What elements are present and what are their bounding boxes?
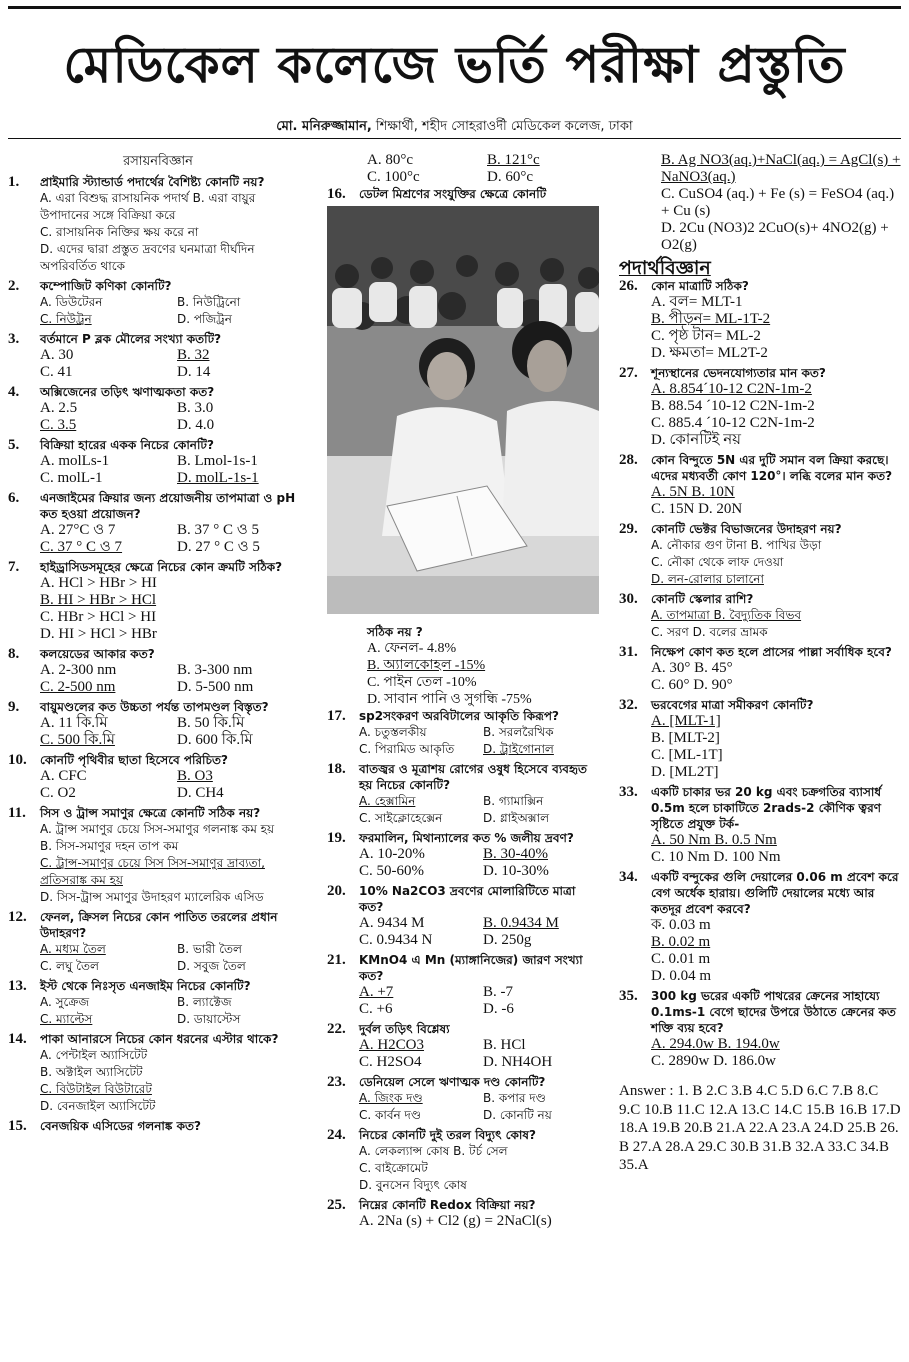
answer-text: 1. B 2.C 3.B 4.C 5.D 6.C 7.B 8.C 9.C 10.B 11.C 12.A 13.C 14.C 15.B 16.B 17.D 18.A 19.B 20.B 21.A 22.A 23.A 24.D 25.B 26. B 27.A 28.A 29.C 30.B 31.B 32.A 33.C 34.B 35.A [619, 1083, 901, 1174]
options [40, 715, 308, 749]
options [651, 660, 901, 694]
option-b: B. 50 কি.মি [177, 715, 245, 732]
options [359, 915, 601, 949]
option-a: A. হেক্সামিন [359, 794, 416, 808]
options [651, 294, 901, 362]
options [359, 1143, 601, 1194]
question-text: শূন্যস্থানের ভেদনযোগ্যতার মান কত? [651, 366, 826, 381]
option-b: B. সিস-সমাণুর দহন তাপ কম [40, 839, 179, 854]
options [40, 294, 308, 328]
question-number: 24. [327, 1127, 346, 1143]
q16-option-c: C. পাইন তেল -10% [367, 675, 477, 690]
q16-option-a: A. ফেনল- 4.8% [367, 641, 457, 656]
option-c: C. 50-60% [359, 863, 424, 879]
option-a: A. লেকল্যান্স কোষ B. টর্চ সেল [359, 1144, 508, 1158]
options [40, 662, 308, 696]
question-27 [619, 365, 901, 449]
top-rule [8, 6, 901, 9]
author-info: শিক্ষার্থী, শহীদ সোহরাওর্দী মেডিকেল কলেজ, ঢাকা [371, 119, 633, 134]
option-b: B. O3 [177, 768, 213, 785]
option-d: D. NH4OH [483, 1054, 553, 1070]
question-text: হাইড্রাসিডসমূহের ক্ষেত্রে নিচের কোন ক্রমটি সঠিক? [40, 560, 283, 575]
question-text: প্রাইমারি স্ট্যান্ডার্ড পদার্থের বৈশিষ্ট্য কোনটি নয়? [40, 175, 265, 190]
option-b: B. [MLT-2] [651, 730, 720, 747]
option-c: C. 41 [40, 364, 73, 381]
question-15 [8, 1118, 308, 1134]
option-a: A. [MLT-1] [651, 713, 721, 730]
question-number: 29. [619, 521, 638, 538]
option-a: A. নৌকার গুণ টানা B. পাখির উড়া [651, 538, 822, 553]
question-number: 8. [8, 646, 20, 663]
q16-continuation: সঠিক নয় ? [367, 625, 423, 639]
question-text: ইস্ট থেকে নিঃসৃত এনজাইম নিচের কোনটি? [40, 979, 251, 994]
answer-label: Answer : [619, 1083, 678, 1100]
option-a: A. 30 [40, 347, 74, 364]
options [40, 941, 308, 975]
question-text: sp2সংকরণ অরবিটালের আকৃতি কিরূপ? [359, 709, 559, 723]
chemistry-question-list [8, 174, 308, 1134]
question-32 [619, 697, 901, 781]
question-12 [8, 909, 308, 975]
option-c: C. HBr > HCl > HI [40, 609, 157, 626]
question-text: একটি বন্দুকের গুলি দেয়ালের 0.06 m প্রবেশ করে বেগ অর্ধেক হারায়। গুলিটি দেয়ালের মধ্যে আর কতদূর প্রবেশ করবে? [651, 870, 899, 917]
option-c: C. H2SO4 [359, 1054, 422, 1070]
option-c: C. সাইক্লোহেক্সেন [359, 811, 443, 825]
option-b: B. -7 [483, 984, 513, 1000]
question-text: কোনটি স্কেলার রাশি? [651, 592, 754, 607]
q15-option-c: C. 100°c [367, 169, 420, 185]
option-a: A. সুক্রেজ [40, 995, 90, 1010]
question-17 [327, 708, 601, 758]
question-text: একটি চাকার ভর 20 kg এবং চক্রগতির ব্যাসার্ধ 0.5m হলে চাকাটিতে 2rads-2 কৌণিক ত্বরণ সৃষ্টিতে প্রযুক্ত টর্ক- [651, 785, 882, 832]
option-b: B. 3.0 [177, 400, 214, 417]
question-31 [619, 644, 901, 694]
column-middle [327, 152, 601, 1233]
physics-heading: পদার্থবিজ্ঞান [619, 257, 711, 279]
option-a: A. HCl > HBr > HI [40, 575, 157, 592]
option-a: A. 2.5 [40, 400, 78, 417]
question-number: 11. [8, 805, 26, 822]
option-a: A. 2Na (s) + Cl2 (g) = 2NaCl(s) [359, 1213, 552, 1229]
option-a: A. +7 [359, 984, 394, 1000]
question-11 [8, 805, 308, 906]
options [359, 1090, 601, 1124]
option-d: D. 600 কি.মি [177, 732, 253, 749]
question-text: পাকা আনারসে নিচের কোন ধরনের এস্টার থাকে? [40, 1032, 279, 1047]
question-text: 10% Na2CO3 দ্রবণের মোলারিটিতে মাত্রা কত? [359, 884, 576, 914]
option-c: C. 2-500 nm [40, 679, 116, 696]
option-a: A. 27°C ও 7 [40, 522, 116, 539]
question-13 [8, 978, 308, 1028]
options [40, 768, 308, 802]
option-c: C. +6 [359, 1001, 393, 1017]
q16-options [327, 640, 601, 708]
question-text: কোনটি পৃথিবীর ছাতা হিসেবে পরিচিত? [40, 753, 228, 768]
options [40, 994, 308, 1028]
question-text: কলয়েডের আকার কত? [40, 647, 155, 662]
option-d: D. ট্রাইগোনাল [483, 742, 554, 756]
option-b: C. বাইক্রোমেট [359, 1161, 428, 1175]
question-9 [8, 699, 308, 749]
question-19 [327, 830, 601, 880]
question-6 [8, 490, 308, 556]
question-number: 9. [8, 699, 20, 716]
question-text: অক্সিজেনের তড়িৎ ঋণাত্মকতা কত? [40, 385, 215, 400]
question-24 [327, 1127, 601, 1194]
byline [0, 117, 909, 138]
question-number: 20. [327, 883, 346, 899]
q15-option-d: D. 60°c [487, 169, 533, 185]
question-7 [8, 559, 308, 643]
question-number: 10. [8, 752, 27, 769]
option-a: A. 2-300 nm [40, 662, 117, 679]
question-text: এনজাইমের ক্রিয়ার জন্য প্রয়োজনীয় তাপমাত্রা ও pH কত হওয়া প্রয়োজন? [40, 491, 296, 522]
option-c: C. নিউট্রন [40, 312, 92, 327]
option-c: D. লন-রোলার চালানো [651, 572, 764, 587]
question-1 [8, 174, 308, 275]
option-b: B. 0.9434 M [483, 915, 559, 931]
option-d: D. গ্লাইঅক্সাল [483, 811, 550, 825]
option-a: A. 9434 M [359, 915, 425, 931]
question-4 [8, 384, 308, 434]
question-22 [327, 1021, 601, 1071]
question-number: 28. [619, 452, 638, 469]
options [40, 347, 308, 381]
option-a: A. 30° B. 45° [651, 660, 733, 677]
option-c: C. 3.5 [40, 417, 77, 434]
header-rule [8, 138, 901, 139]
option-a: ক. 0.03 m [651, 917, 711, 934]
option-d: D. -6 [483, 1001, 514, 1017]
option-c: C. ট্রান্স-সমাণুর চেয়ে সিস সিস-সমাণুর দ্রাব্যতা, প্রতিসরাঙ্ক কম হয় [40, 856, 265, 888]
option-b: B. Lmol-1s-1 [177, 453, 258, 470]
option-b: B. পীড়ন= ML-1T-2 [651, 311, 771, 328]
option-d: D. 0.04 m [651, 968, 711, 985]
question-26 [619, 278, 901, 362]
option-a: A. 50 Nm B. 0.5 Nm [651, 832, 777, 849]
question-23 [327, 1074, 601, 1124]
option-d: D. কোনটি নয় [483, 1108, 552, 1122]
option-b: B. 3-300 nm [177, 662, 253, 679]
options [651, 484, 901, 518]
option-d: D. পজিট্রন [177, 312, 232, 327]
question-18 [327, 761, 601, 827]
question-number: 6. [8, 490, 20, 507]
options [651, 832, 901, 866]
option-b: B. নিউট্রিনো [177, 295, 241, 310]
option-b: C. রাসায়নিক নিক্তির ক্ষয় করে না [40, 225, 199, 240]
question-2 [8, 278, 308, 328]
options [651, 381, 901, 449]
options [359, 846, 601, 880]
option-d: D. ডায়াস্টেস [177, 1012, 241, 1027]
question-number: 2. [8, 278, 20, 295]
option-b: B. গ্যামাক্সিন [483, 794, 544, 808]
option-d: D. CH4 [177, 785, 224, 802]
answer-key [619, 1082, 901, 1175]
option-c: D. এদের দ্বারা প্রস্তুত দ্রবণের ঘনমাত্রা দীর্ঘদিন অপরিবর্তিত থাকে [40, 242, 255, 274]
question-number: 21. [327, 952, 346, 968]
question-34 [619, 869, 901, 985]
option-c: C. কার্বন দণ্ড [359, 1108, 422, 1122]
option-b: B. HI > HBr > HCl [40, 592, 157, 609]
option-b: C. 60° D. 90° [651, 677, 733, 694]
question-28 [619, 452, 901, 518]
option-b: B. 37 ° C ও 5 [177, 522, 260, 539]
option-c: C. 0.9434 N [359, 932, 433, 948]
option-d: D. সিস-ট্রান্স সমাণুর উদাহরণ ম্যালেরিক এসিড [40, 890, 264, 905]
option-d: D. ক্ষমতা= ML2T-2 [651, 345, 768, 362]
options [359, 1037, 601, 1071]
question-number: 30. [619, 591, 638, 608]
option-b: B. সরলরৈখিক [483, 725, 554, 739]
question-text: ডেনিয়েল সেলে ঋণাত্মক দণ্ড কোনটি? [359, 1075, 546, 1089]
option-b: B. কপার দণ্ড [483, 1091, 546, 1105]
option-d: D. বেনজাইল অ্যাসিটেট [40, 1099, 156, 1114]
question-21 [327, 952, 601, 1018]
author-name: মো. মনিরুজ্জামান, [276, 119, 372, 134]
option-a: A. 10-20% [359, 846, 425, 862]
options [651, 713, 901, 781]
question-number: 19. [327, 830, 346, 846]
question-14 [8, 1031, 308, 1115]
option-d: D. HI > HCl > HBr [40, 626, 157, 643]
options [651, 607, 901, 641]
options [40, 522, 308, 556]
option-a: A. ট্রান্স সমাণুর চেয়ে সিস-সমাণুর গলনাঙ্ক কম হয় [40, 822, 275, 837]
option-c: C. ম্যাল্টেস [40, 1012, 93, 1027]
option-a: A. 294.0w B. 194.0w [651, 1036, 780, 1053]
option-b: B. অক্টাইল অ্যাসিটেট [40, 1065, 143, 1080]
question-text: সিস ও ট্রান্স সমাণুর ক্ষেত্রে কোনটি সঠিক নয়? [40, 806, 261, 821]
option-a: A. ডিউটেরন [40, 295, 103, 310]
question-text: ফরমালিন, মিথান্যালের কত % জলীয় দ্রবণ? [359, 831, 574, 845]
question-text: নিম্নের কোনটি Redox বিক্রিয়া নয়? [359, 1198, 536, 1212]
question-text: ভরবেগের মাত্রা সমীকরণ কোনটি? [651, 698, 814, 713]
question-number: 17. [327, 708, 346, 724]
q25-option-c: C. CuSO4 (aq.) + Fe (s) = FeSO4 (aq.) + Cu (s) [661, 186, 895, 219]
option-b: B. 88.54 ´10-12 C2N-1m-2 [651, 398, 815, 415]
q16-option-d: D. সাবান পানি ও সুগন্ধি -75% [367, 692, 532, 707]
question-33 [619, 784, 901, 866]
question-number: 33. [619, 784, 638, 801]
question-text: দুর্বল তড়িৎ বিশ্লেষ্য [359, 1022, 450, 1036]
question-number: 25. [327, 1197, 346, 1213]
option-a: A. বল= MLT-1 [651, 294, 743, 311]
question-number: 26. [619, 278, 638, 295]
q15-options [327, 152, 601, 186]
question-text: ডেটল মিশ্রণের সংযুক্তির ক্ষেত্রে কোনটি [359, 187, 547, 201]
question-text: নিচের কোনটি দুই তরল বিদ্যুৎ কোষ? [359, 1128, 536, 1142]
question-number: 1. [8, 174, 20, 191]
question-text: কোন মাত্রাটি সঠিক? [651, 279, 749, 294]
question-text: বাতজ্বর ও মূত্রাশয় রোগের ওষুধ হিসেবে ব্যবহৃত হয় নিচের কোনটি? [359, 762, 587, 792]
question-text: কোন বিন্দুতে 5N এর দুটি সমান বল ক্রিয়া করছে। এদের মধ্যবর্তী কোণ 120°। লব্ধি বলের মান কত? [651, 453, 893, 484]
option-c: C. 885.4 ´10-12 C2N-1m-2 [651, 415, 815, 432]
question-number: 7. [8, 559, 20, 576]
question-number: 3. [8, 331, 20, 348]
question-number: 22. [327, 1021, 346, 1037]
page-title: মেডিকেল কলেজে ভর্তি পরীক্ষা প্রস্তুতি [63, 36, 846, 94]
options [651, 917, 901, 985]
option-a: A. চতুস্তলকীয় [359, 725, 427, 739]
option-b: B. 0.02 m [651, 934, 711, 951]
option-a: A. 5N B. 10N [651, 484, 735, 501]
options [651, 1036, 901, 1070]
options [651, 537, 901, 588]
option-c: C. 500 কি.মি [40, 732, 115, 749]
q15-option-a: A. 80°c [367, 152, 413, 168]
options [40, 575, 308, 643]
option-b: C. 10 Nm D. 100 Nm [651, 849, 781, 866]
question-number: 12. [8, 909, 27, 926]
options [40, 190, 308, 275]
column-chemistry [8, 152, 308, 1137]
options [40, 821, 308, 906]
q25-option-d: D. 2Cu (NO3)2 2CuO(s)+ 4NO2(g) + O2(g) [661, 220, 889, 253]
question-number: 15. [8, 1118, 27, 1135]
option-c: C. molL-1 [40, 470, 103, 487]
question-number: 5. [8, 437, 20, 454]
options [40, 1047, 308, 1115]
question-text: ফেনল, ক্রিসল নিচের কোন পাতিত তরলের প্রধান উদাহরণ? [40, 910, 278, 941]
question-8 [8, 646, 308, 696]
question-29 [619, 521, 901, 588]
option-b: C. 15N D. 20N [651, 501, 743, 518]
option-b: B. ভারী তৈল [177, 942, 242, 957]
option-d: D. 14 [177, 364, 211, 381]
question-text: নিক্ষেপ কোণ কত হলে প্রাসের পাল্লা সর্বাধিক হবে? [651, 645, 892, 660]
option-a: A. 11 কি.মি [40, 715, 108, 732]
q15-option-b: B. 121°c [487, 152, 540, 168]
option-d: D. [ML2T] [651, 764, 719, 781]
question-number: 14. [8, 1031, 27, 1048]
option-b: B. 30-40% [483, 846, 548, 862]
option-d: D. 10-30% [483, 863, 549, 879]
option-a: A. এরা বিশুদ্ধ রাসায়নিক পদার্থ B. এরা বায়ুর উপাদানের সঙ্গে বিক্রিয়া করে [40, 191, 256, 223]
option-d: D. 250g [483, 932, 532, 948]
question-number: 13. [8, 978, 27, 995]
option-d: D. 4.0 [177, 417, 215, 434]
option-a: A. H2CO3 [359, 1037, 425, 1053]
option-c: C. 0.01 m [651, 951, 711, 968]
option-a: A. মধ্যম তৈল [40, 942, 106, 957]
question-number: 4. [8, 384, 20, 401]
question-text: বায়ুমণ্ডলের কত উচ্চতা পর্যন্ত তাপমণ্ডল বিস্তৃত? [40, 700, 269, 715]
option-b: C. নৌকা থেকে লাফ দেওয়া [651, 555, 784, 570]
column-physics [619, 152, 901, 1175]
question-number: 16. [327, 186, 346, 202]
option-c: C. পিরামিড আকৃতি [359, 742, 455, 756]
option-d: D. 27 ° C ও 5 [177, 539, 260, 556]
question-text: কোনটি ভেক্টর বিভাজনের উদাহরণ নয়? [651, 522, 842, 537]
question-text: বর্তমানে P ব্লক মৌলের সংখ্যা কতটি? [40, 332, 222, 347]
q25-option-b: B. Ag NO3(aq.)+NaCl(aq.) = AgCl(s) + NaNO3(aq.) [661, 152, 901, 185]
option-c: C. বিউটাইল বিউটারেট [40, 1082, 152, 1097]
option-d: D. সবুজ তৈল [177, 959, 246, 974]
question-number: 23. [327, 1074, 346, 1090]
question-25 [327, 1197, 601, 1230]
option-b: C. সরণ D. বলের ভ্রামক [651, 625, 768, 640]
question-number: 31. [619, 644, 638, 661]
options [359, 793, 601, 827]
option-c: C. O2 [40, 785, 76, 802]
question-text: কম্পোজিট কণিকা কোনটি? [40, 279, 172, 294]
question-30 [619, 591, 901, 641]
options [359, 984, 601, 1018]
options [359, 724, 601, 758]
option-c: C. 37 ° C ও 7 [40, 539, 123, 556]
question-number: 32. [619, 697, 638, 714]
students-exam-image [327, 206, 599, 614]
question-number: 34. [619, 869, 638, 886]
option-d: D. কোনটিই নয় [651, 432, 742, 449]
question-16 [327, 186, 601, 202]
question-10 [8, 752, 308, 802]
option-c: C. লঘু তৈল [40, 959, 99, 974]
question-text: KMnO4 এ Mn (ম্যাঙ্গানিজের) জারণ সংখ্যা কত? [359, 953, 583, 983]
chemistry-heading: রসায়নবিজ্ঞান [123, 154, 193, 169]
question-text: 300 kg ভরের একটি পাথরের ক্রেনের সাহায্যে 0.1ms-1 বেগে ছাদের উপরে উঠাতে ক্রেনের কত শক্তি ব্যয় হবে? [651, 989, 896, 1036]
question-text: বেনজয়িক এসিডের গলনাঙ্ক কত? [40, 1119, 201, 1134]
q25-options-continued [619, 152, 901, 254]
question-5 [8, 437, 308, 487]
option-a: A. CFC [40, 768, 87, 785]
option-a: A. জিংক দণ্ড [359, 1091, 423, 1105]
question-20 [327, 883, 601, 949]
option-a: A. তাপমাত্রা B. বৈদ্যুতিক বিভব [651, 608, 802, 623]
question-text: বিক্রিয়া হারের একক নিচের কোনটি? [40, 438, 214, 453]
physics-question-list [619, 278, 901, 1070]
option-b: B. 32 [177, 347, 210, 364]
option-b: C. 2890w D. 186.0w [651, 1053, 777, 1070]
options [40, 400, 308, 434]
middle-question-list [327, 708, 601, 1230]
option-a: A. 8.854´10-12 C2N-1m-2 [651, 381, 812, 398]
option-c: D. বুনসেন বিদ্যুৎ কোষ [359, 1178, 467, 1192]
q16-option-b: B. অ্যালকোহল -15% [367, 658, 486, 673]
option-c: C. [ML-1T] [651, 747, 723, 764]
question-number: 27. [619, 365, 638, 382]
options [359, 1213, 601, 1230]
option-c: C. পৃষ্ঠ টান= ML-2 [651, 328, 761, 345]
option-b: B. ল্যাক্টেজ [177, 995, 232, 1010]
option-a: A. molLs-1 [40, 453, 110, 470]
option-d: D. molL-1s-1 [177, 470, 259, 487]
option-b: B. HCl [483, 1037, 526, 1053]
question-number: 18. [327, 761, 346, 777]
option-a: A. পেন্টাইল অ্যাসিটেট [40, 1048, 148, 1063]
option-d: D. 5-500 nm [177, 679, 254, 696]
question-3 [8, 331, 308, 381]
options [40, 453, 308, 487]
question-number: 35. [619, 988, 638, 1005]
question-35 [619, 988, 901, 1070]
students-photo [327, 206, 599, 614]
